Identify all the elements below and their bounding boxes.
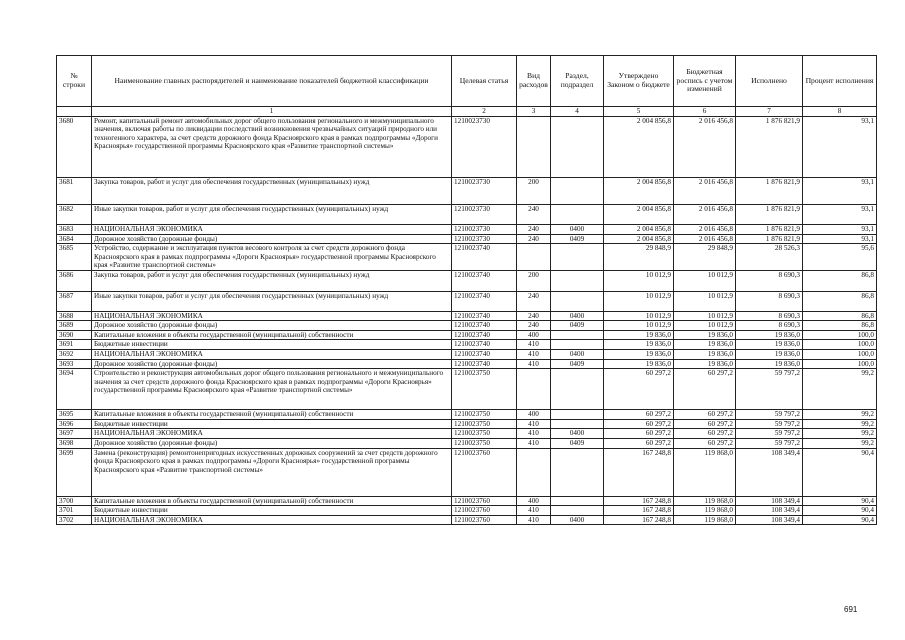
cell-budget: 10 012,9 bbox=[674, 270, 736, 291]
cell-type bbox=[517, 369, 551, 410]
cell-executed: 59 797,2 bbox=[736, 429, 803, 439]
cell-type: 410 bbox=[517, 419, 551, 429]
table-row bbox=[57, 117, 877, 178]
cell-executed: 1 876 821,9 bbox=[736, 178, 803, 205]
table-row bbox=[57, 321, 877, 331]
cell-target: 1210023740 bbox=[452, 350, 517, 360]
cell-percent: 90,4 bbox=[803, 515, 877, 525]
cell-executed: 1 876 821,9 bbox=[736, 117, 803, 178]
cell-no: 3683 bbox=[57, 225, 92, 235]
table-row bbox=[57, 270, 877, 291]
cell-name: Иные закупки товаров, работ и услуг для обеспечения государственных (муниципальных) нужд bbox=[92, 205, 452, 225]
cell-type: 240 bbox=[517, 291, 551, 311]
cell-no: 3685 bbox=[57, 244, 92, 270]
cell-executed: 8 690,3 bbox=[736, 311, 803, 321]
cell-name: Дорожное хозяйство (дорожные фонды) bbox=[92, 234, 452, 244]
cell-no: 3695 bbox=[57, 410, 92, 420]
table-row bbox=[57, 234, 877, 244]
cell-executed: 19 836,0 bbox=[736, 330, 803, 340]
cell-percent: 90,4 bbox=[803, 506, 877, 516]
cell-section bbox=[551, 340, 604, 350]
header-target: Целевая статья bbox=[452, 56, 517, 107]
cell-percent: 99,2 bbox=[803, 438, 877, 448]
cell-target: 1210023730 bbox=[452, 225, 517, 235]
cell-target: 1210023760 bbox=[452, 515, 517, 525]
cell-type bbox=[517, 117, 551, 178]
cell-section bbox=[551, 419, 604, 429]
cell-budget: 19 836,0 bbox=[674, 340, 736, 350]
cell-section bbox=[551, 270, 604, 291]
cell-section: 0400 bbox=[551, 429, 604, 439]
cell-type: 200 bbox=[517, 270, 551, 291]
cell-type bbox=[517, 244, 551, 270]
cell-budget: 2 016 456,8 bbox=[674, 205, 736, 225]
cell-executed: 1 876 821,9 bbox=[736, 205, 803, 225]
cell-section: 0400 bbox=[551, 311, 604, 321]
cell-approved: 2 004 856,8 bbox=[604, 225, 674, 235]
cell-type: 400 bbox=[517, 410, 551, 420]
cell-budget: 19 836,0 bbox=[674, 359, 736, 369]
cell-section: 0400 bbox=[551, 515, 604, 525]
cell-type: 410 bbox=[517, 340, 551, 350]
cell-approved: 19 836,0 bbox=[604, 350, 674, 360]
cell-section: 0409 bbox=[551, 359, 604, 369]
header-approved: Утверждено Законом о бюджете bbox=[604, 56, 674, 107]
cell-budget: 60 297,2 bbox=[674, 438, 736, 448]
cell-name: Устройство, содержание и эксплуатация пунктов весового контроля за счет средств дорожного фонда Красноярского края в рамках подпрограммы «Дороги Красноярья» государственной программы Красноярского края «Развитие транспортной системы» bbox=[92, 244, 452, 270]
cell-name: Капитальные вложения в объекты государственной (муниципальной) собственности bbox=[92, 410, 452, 420]
header-budget-list: Бюджетная роспись с учетом изменений bbox=[674, 56, 736, 107]
cell-approved: 60 297,2 bbox=[604, 369, 674, 410]
cell-section: 0409 bbox=[551, 234, 604, 244]
cell-percent: 86,8 bbox=[803, 311, 877, 321]
table-row bbox=[57, 506, 877, 516]
header-expense-type: Вид расходов bbox=[517, 56, 551, 107]
cell-target: 1210023740 bbox=[452, 244, 517, 270]
cell-budget: 119 868,0 bbox=[674, 515, 736, 525]
cell-budget: 10 012,9 bbox=[674, 291, 736, 311]
cell-section bbox=[551, 448, 604, 496]
cell-no: 3701 bbox=[57, 506, 92, 516]
header-executed: Исполнено bbox=[736, 56, 803, 107]
column-number bbox=[57, 107, 92, 117]
cell-target: 1210023730 bbox=[452, 178, 517, 205]
column-number: 7 bbox=[736, 107, 803, 117]
cell-no: 3699 bbox=[57, 448, 92, 496]
cell-percent: 86,8 bbox=[803, 270, 877, 291]
table-row bbox=[57, 350, 877, 360]
cell-budget: 60 297,2 bbox=[674, 429, 736, 439]
cell-no: 3700 bbox=[57, 496, 92, 506]
cell-budget: 60 297,2 bbox=[674, 410, 736, 420]
cell-type: 400 bbox=[517, 496, 551, 506]
cell-no: 3680 bbox=[57, 117, 92, 178]
cell-executed: 19 836,0 bbox=[736, 350, 803, 360]
cell-type: 410 bbox=[517, 506, 551, 516]
cell-executed: 108 349,4 bbox=[736, 506, 803, 516]
cell-executed: 19 836,0 bbox=[736, 359, 803, 369]
table-row bbox=[57, 359, 877, 369]
header-row bbox=[57, 56, 877, 107]
cell-type: 240 bbox=[517, 225, 551, 235]
cell-no: 3697 bbox=[57, 429, 92, 439]
cell-approved: 29 848,9 bbox=[604, 244, 674, 270]
table-row bbox=[57, 429, 877, 439]
cell-target: 1210023740 bbox=[452, 291, 517, 311]
cell-type: 410 bbox=[517, 515, 551, 525]
table-row bbox=[57, 244, 877, 270]
cell-percent: 93,1 bbox=[803, 234, 877, 244]
table-row bbox=[57, 496, 877, 506]
cell-executed: 59 797,2 bbox=[736, 369, 803, 410]
cell-executed: 1 876 821,9 bbox=[736, 234, 803, 244]
cell-no: 3681 bbox=[57, 178, 92, 205]
cell-type: 240 bbox=[517, 311, 551, 321]
header-name: Наименование главных распорядителей и наименование показателей бюджетной классификации bbox=[92, 56, 452, 107]
cell-approved: 60 297,2 bbox=[604, 419, 674, 429]
cell-no: 3698 bbox=[57, 438, 92, 448]
cell-executed: 8 690,3 bbox=[736, 321, 803, 331]
cell-target: 1210023740 bbox=[452, 330, 517, 340]
cell-name: Дорожное хозяйство (дорожные фонды) bbox=[92, 321, 452, 331]
table-row bbox=[57, 205, 877, 225]
page-number: 691 bbox=[844, 605, 858, 614]
cell-name: НАЦИОНАЛЬНАЯ ЭКОНОМИКА bbox=[92, 515, 452, 525]
cell-approved: 2 004 856,8 bbox=[604, 178, 674, 205]
cell-approved: 19 836,0 bbox=[604, 359, 674, 369]
table-row bbox=[57, 225, 877, 235]
column-number: 8 bbox=[803, 107, 877, 117]
cell-section bbox=[551, 330, 604, 340]
cell-section bbox=[551, 178, 604, 205]
cell-section: 0409 bbox=[551, 321, 604, 331]
cell-budget: 119 868,0 bbox=[674, 506, 736, 516]
table-row bbox=[57, 340, 877, 350]
cell-section bbox=[551, 291, 604, 311]
table-row bbox=[57, 515, 877, 525]
cell-target: 1210023750 bbox=[452, 429, 517, 439]
cell-executed: 59 797,2 bbox=[736, 419, 803, 429]
cell-target: 1210023750 bbox=[452, 419, 517, 429]
cell-section: 0400 bbox=[551, 350, 604, 360]
cell-percent: 99,2 bbox=[803, 410, 877, 420]
cell-percent: 93,1 bbox=[803, 117, 877, 178]
header-percent: Процент исполнения bbox=[803, 56, 877, 107]
cell-percent: 93,1 bbox=[803, 205, 877, 225]
cell-percent: 99,2 bbox=[803, 419, 877, 429]
cell-section bbox=[551, 244, 604, 270]
table-row bbox=[57, 178, 877, 205]
cell-name: Бюджетные инвестиции bbox=[92, 506, 452, 516]
cell-budget: 2 016 456,8 bbox=[674, 117, 736, 178]
cell-percent: 100,0 bbox=[803, 340, 877, 350]
column-number-row bbox=[57, 107, 877, 117]
table-row bbox=[57, 311, 877, 321]
cell-name: НАЦИОНАЛЬНАЯ ЭКОНОМИКА bbox=[92, 429, 452, 439]
cell-budget: 29 848,9 bbox=[674, 244, 736, 270]
cell-no: 3696 bbox=[57, 419, 92, 429]
cell-type: 240 bbox=[517, 205, 551, 225]
cell-budget: 2 016 456,8 bbox=[674, 178, 736, 205]
cell-executed: 59 797,2 bbox=[736, 438, 803, 448]
column-number: 5 bbox=[604, 107, 674, 117]
cell-no: 3691 bbox=[57, 340, 92, 350]
cell-name: Замена (реконструкция) ремонтонепригодных искусственных дорожных сооружений за счет средств дорожного фонда Красноярского края в рамках подпрограммы «Дороги Красноярья» государственной программы Красноярского края «Развитие транспортной системы» bbox=[92, 448, 452, 496]
cell-target: 1210023750 bbox=[452, 369, 517, 410]
cell-executed: 59 797,2 bbox=[736, 410, 803, 420]
cell-section: 0409 bbox=[551, 438, 604, 448]
cell-target: 1210023730 bbox=[452, 205, 517, 225]
column-number: 3 bbox=[517, 107, 551, 117]
cell-type bbox=[517, 448, 551, 496]
cell-no: 3684 bbox=[57, 234, 92, 244]
cell-approved: 60 297,2 bbox=[604, 438, 674, 448]
table-row bbox=[57, 410, 877, 420]
cell-no: 3682 bbox=[57, 205, 92, 225]
cell-type: 400 bbox=[517, 330, 551, 340]
cell-type: 410 bbox=[517, 438, 551, 448]
cell-target: 1210023730 bbox=[452, 234, 517, 244]
cell-percent: 99,2 bbox=[803, 429, 877, 439]
column-number: 6 bbox=[674, 107, 736, 117]
cell-percent: 100,0 bbox=[803, 359, 877, 369]
cell-budget: 119 868,0 bbox=[674, 448, 736, 496]
cell-no: 3686 bbox=[57, 270, 92, 291]
cell-name: Ремонт, капитальный ремонт автомобильных дорог общего пользования регионального и межмуниципального значения, включая работы по ликвидации последствий возникновения чрезвычайных ситуаций природного или техногенного характера, за счет средств дорожного фонда Красноярского края в рамках подпрограммы «Дороги Красноярья» государственной программы Красноярского края «Развитие транспортной системы» bbox=[92, 117, 452, 178]
cell-executed: 108 349,4 bbox=[736, 448, 803, 496]
cell-approved: 2 004 856,8 bbox=[604, 234, 674, 244]
cell-name: Закупка товаров, работ и услуг для обеспечения государственных (муниципальных) нужд bbox=[92, 270, 452, 291]
cell-type: 410 bbox=[517, 359, 551, 369]
table-row bbox=[57, 330, 877, 340]
cell-approved: 167 248,8 bbox=[604, 515, 674, 525]
cell-approved: 10 012,9 bbox=[604, 270, 674, 291]
cell-approved: 60 297,2 bbox=[604, 429, 674, 439]
cell-no: 3694 bbox=[57, 369, 92, 410]
cell-name: Строительство и реконструкция автомобильных дорог общего пользования регионального и межмуниципального значения за счет средств дорожного фонда Красноярского края в рамках подпрограммы «Дороги Красноярья» государственной программы Красноярского края «Развитие транспортной системы» bbox=[92, 369, 452, 410]
cell-percent: 93,1 bbox=[803, 178, 877, 205]
cell-no: 3687 bbox=[57, 291, 92, 311]
cell-executed: 8 690,3 bbox=[736, 291, 803, 311]
cell-approved: 19 836,0 bbox=[604, 330, 674, 340]
cell-percent: 86,8 bbox=[803, 321, 877, 331]
cell-approved: 2 004 856,8 bbox=[604, 205, 674, 225]
header-section: Раздел, подраздел bbox=[551, 56, 604, 107]
cell-percent: 100,0 bbox=[803, 330, 877, 340]
cell-name: Закупка товаров, работ и услуг для обеспечения государственных (муниципальных) нужд bbox=[92, 178, 452, 205]
budget-table bbox=[56, 55, 877, 525]
cell-type: 410 bbox=[517, 429, 551, 439]
cell-budget: 2 016 456,8 bbox=[674, 225, 736, 235]
table-body bbox=[57, 117, 877, 525]
table-row bbox=[57, 448, 877, 496]
cell-percent: 93,1 bbox=[803, 225, 877, 235]
cell-section bbox=[551, 205, 604, 225]
cell-target: 1210023760 bbox=[452, 506, 517, 516]
cell-no: 3688 bbox=[57, 311, 92, 321]
cell-name: Дорожное хозяйство (дорожные фонды) bbox=[92, 438, 452, 448]
cell-target: 1210023740 bbox=[452, 321, 517, 331]
cell-executed: 108 349,4 bbox=[736, 496, 803, 506]
table-row bbox=[57, 369, 877, 410]
cell-percent: 99,2 bbox=[803, 369, 877, 410]
cell-type: 200 bbox=[517, 178, 551, 205]
cell-approved: 10 012,9 bbox=[604, 321, 674, 331]
cell-name: Капитальные вложения в объекты государственной (муниципальной) собственности bbox=[92, 496, 452, 506]
cell-budget: 60 297,2 bbox=[674, 369, 736, 410]
cell-no: 3690 bbox=[57, 330, 92, 340]
cell-no: 3689 bbox=[57, 321, 92, 331]
cell-target: 1210023760 bbox=[452, 448, 517, 496]
cell-budget: 2 016 456,8 bbox=[674, 234, 736, 244]
cell-type: 240 bbox=[517, 321, 551, 331]
cell-budget: 10 012,9 bbox=[674, 311, 736, 321]
cell-type: 410 bbox=[517, 350, 551, 360]
cell-approved: 19 836,0 bbox=[604, 340, 674, 350]
cell-executed: 108 349,4 bbox=[736, 515, 803, 525]
cell-no: 3693 bbox=[57, 359, 92, 369]
column-number: 1 bbox=[92, 107, 452, 117]
cell-target: 1210023740 bbox=[452, 340, 517, 350]
cell-name: Бюджетные инвестиции bbox=[92, 419, 452, 429]
cell-target: 1210023750 bbox=[452, 410, 517, 420]
cell-budget: 19 836,0 bbox=[674, 350, 736, 360]
cell-name: Капитальные вложения в объекты государственной (муниципальной) собственности bbox=[92, 330, 452, 340]
cell-executed: 8 690,3 bbox=[736, 270, 803, 291]
cell-approved: 60 297,2 bbox=[604, 410, 674, 420]
cell-executed: 19 836,0 bbox=[736, 340, 803, 350]
cell-name: НАЦИОНАЛЬНАЯ ЭКОНОМИКА bbox=[92, 225, 452, 235]
cell-budget: 119 868,0 bbox=[674, 496, 736, 506]
cell-percent: 95,6 bbox=[803, 244, 877, 270]
cell-target: 1210023760 bbox=[452, 496, 517, 506]
cell-name: Бюджетные инвестиции bbox=[92, 340, 452, 350]
cell-target: 1210023750 bbox=[452, 438, 517, 448]
cell-no: 3692 bbox=[57, 350, 92, 360]
cell-budget: 10 012,9 bbox=[674, 321, 736, 331]
cell-percent: 86,8 bbox=[803, 291, 877, 311]
cell-executed: 28 526,3 bbox=[736, 244, 803, 270]
cell-approved: 2 004 856,8 bbox=[604, 117, 674, 178]
cell-name: НАЦИОНАЛЬНАЯ ЭКОНОМИКА bbox=[92, 311, 452, 321]
cell-target: 1210023740 bbox=[452, 359, 517, 369]
cell-percent: 90,4 bbox=[803, 448, 877, 496]
table-row bbox=[57, 291, 877, 311]
cell-target: 1210023730 bbox=[452, 117, 517, 178]
cell-section: 0400 bbox=[551, 225, 604, 235]
cell-no: 3702 bbox=[57, 515, 92, 525]
cell-approved: 167 248,8 bbox=[604, 448, 674, 496]
cell-name: НАЦИОНАЛЬНАЯ ЭКОНОМИКА bbox=[92, 350, 452, 360]
table-row bbox=[57, 438, 877, 448]
cell-section bbox=[551, 117, 604, 178]
cell-percent: 100,0 bbox=[803, 350, 877, 360]
column-number: 4 bbox=[551, 107, 604, 117]
cell-section bbox=[551, 506, 604, 516]
header-row-no: № строки bbox=[57, 56, 92, 107]
cell-approved: 10 012,9 bbox=[604, 291, 674, 311]
cell-executed: 1 876 821,9 bbox=[736, 225, 803, 235]
column-number: 2 bbox=[452, 107, 517, 117]
cell-section bbox=[551, 369, 604, 410]
cell-budget: 60 297,2 bbox=[674, 419, 736, 429]
cell-target: 1210023740 bbox=[452, 311, 517, 321]
cell-approved: 10 012,9 bbox=[604, 311, 674, 321]
cell-type: 240 bbox=[517, 234, 551, 244]
cell-name: Иные закупки товаров, работ и услуг для обеспечения государственных (муниципальных) нужд bbox=[92, 291, 452, 311]
cell-approved: 167 248,8 bbox=[604, 496, 674, 506]
cell-section bbox=[551, 496, 604, 506]
cell-budget: 19 836,0 bbox=[674, 330, 736, 340]
cell-approved: 167 248,8 bbox=[604, 506, 674, 516]
cell-section bbox=[551, 410, 604, 420]
cell-percent: 90,4 bbox=[803, 496, 877, 506]
cell-name: Дорожное хозяйство (дорожные фонды) bbox=[92, 359, 452, 369]
cell-target: 1210023740 bbox=[452, 270, 517, 291]
table-row bbox=[57, 419, 877, 429]
